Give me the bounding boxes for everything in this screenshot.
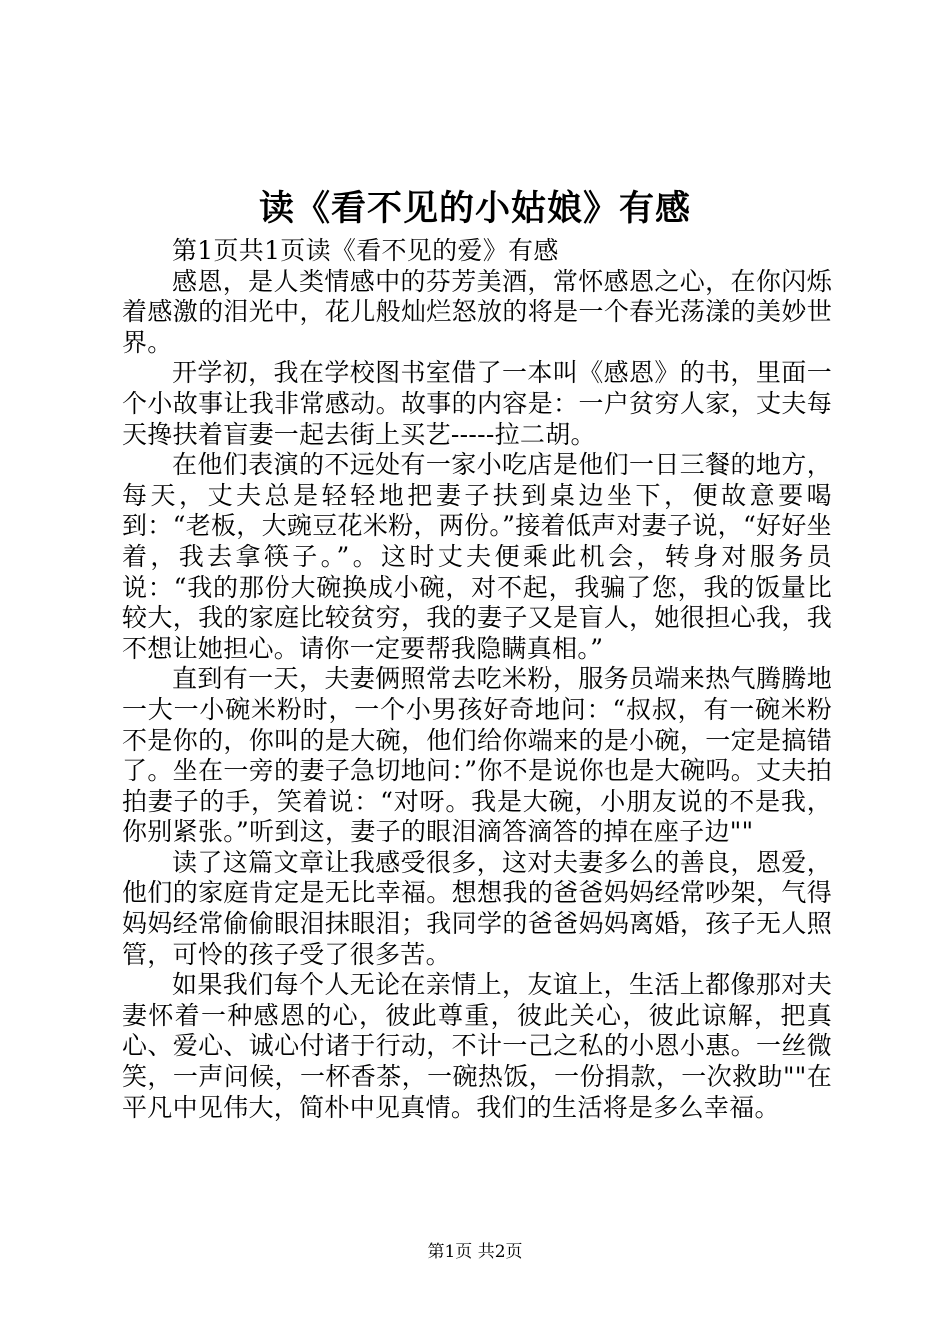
paragraph: 感恩，是人类情感中的芬芳美酒，常怀感恩之心，在你闪烁着感激的泪光中，花儿般灿烂怒放的将是一个春光荡漾的美妙世界。	[122, 266, 832, 357]
document-body	[122, 236, 832, 1123]
paragraph: 在他们表演的不远处有一家小吃店是他们一日三餐的地方，每天，丈夫总是轻轻地把妻子扶到桌边坐下，便故意要喝到：“老板，大豌豆花米粉，两份。”接着低声对妻子说，“好好坐着，我去拿筷子。”。这时丈夫便乘此机会，转身对服务员说：“我的那份大碗换成小碗，对不起，我骗了您，我的饭量比较大，我的家庭比较贫穷，我的妻子又是盲人，她很担心我，我不想让她担心。请你一定要帮我隐瞒真相。”	[122, 450, 832, 663]
paragraph: 开学初，我在学校图书室借了一本叫《感恩》的书，里面一个小故事让我非常感动。故事的内容是：一户贫穷人家，丈夫每天搀扶着盲妻一起去街上买艺-----拉二胡。	[122, 358, 832, 449]
paragraph-header-line: 第1页共1页读《看不见的爱》有感	[172, 236, 559, 265]
paragraph: 如果我们每个人无论在亲情上，友谊上，生活上都像那对夫妻怀着一种感恩的心，彼此尊重，彼此关心，彼此谅解，把真心、爱心、诚心付诸于行动，不计一己之私的小恩小惠。一丝微笑，一声问候，一杯香茶，一碗热饭，一份捐款，一次救助""在平凡中见伟大，简朴中见真情。我们的生活将是多么幸福。	[122, 970, 832, 1122]
document-title: 读《看不见的小姑娘》有感	[258, 188, 691, 229]
paragraph: 读了这篇文章让我感受很多，这对夫妻多么的善良，恩爱，他们的家庭肯定是无比幸福。想想我的爸爸妈妈经常吵架，气得妈妈经常偷偷眼泪抹眼泪；我同学的爸爸妈妈离婚，孩子无人照管，可怜的孩子受了很多苦。	[122, 847, 832, 969]
paragraph: 直到有一天，夫妻俩照常去吃米粉，服务员端来热气腾腾地一大一小碗米粉时，一个小男孩好奇地问：“叔叔，有一碗米粉不是你的，你叫的是大碗，他们给你端来的是小碗，一定是搞错了。坐在一旁的妻子急切地问：”你不是说你也是大碗吗。丈夫拍拍妻子的手，笑着说：“对呀。我是大碗，小朋友说的不是我，你别紧张。”听到这，妻子的眼泪滴答滴答的掉在座子边""	[122, 664, 832, 847]
page-footer: 第1页 共2页	[427, 1242, 523, 1262]
